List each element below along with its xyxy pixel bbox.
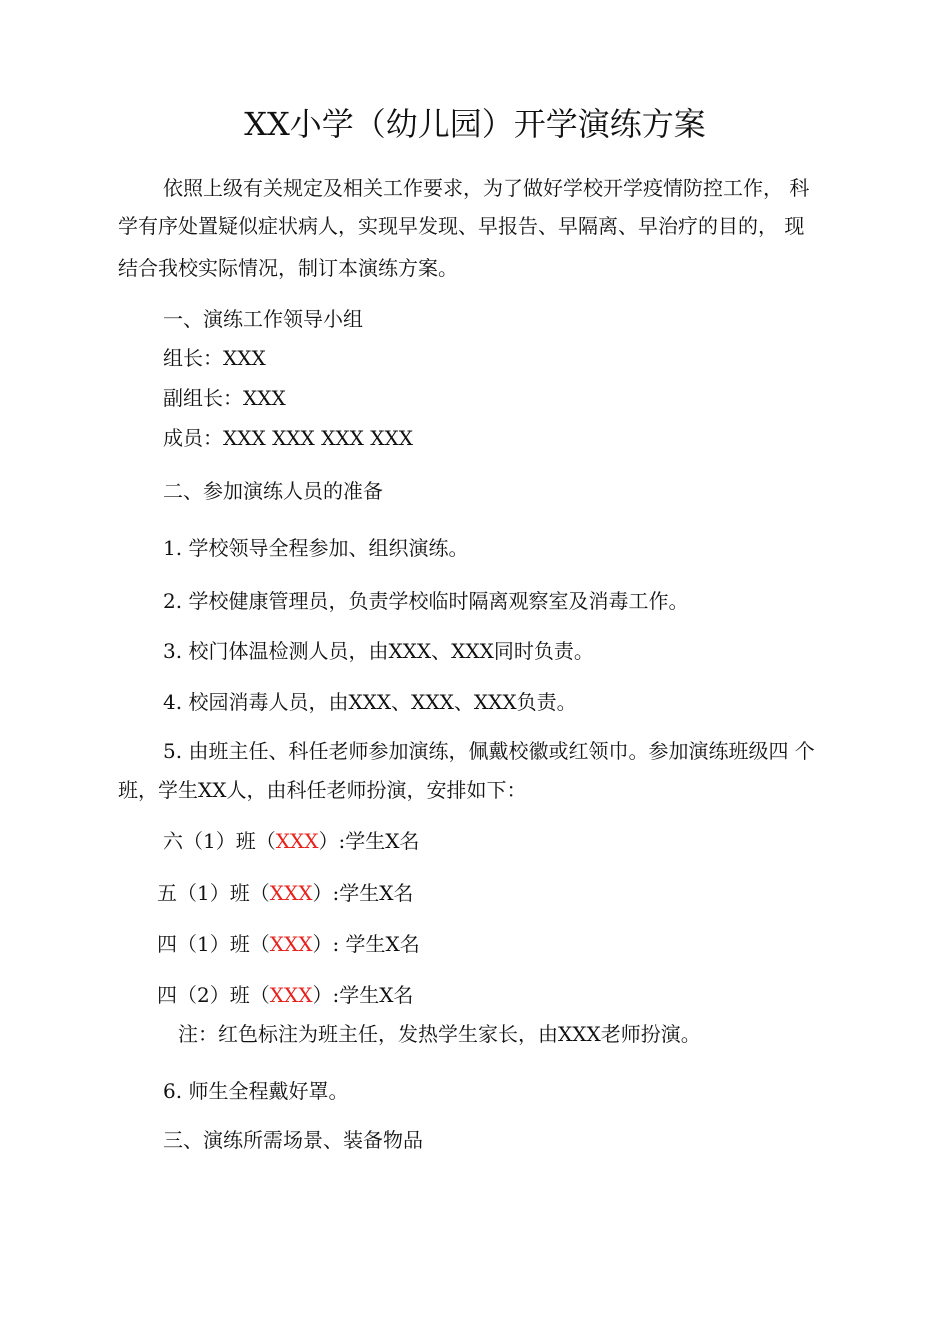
section1-heading: 一、演练工作领导小组: [163, 307, 363, 331]
prep-item-4: 4. 校园消毒人员，由XXX、XXX、XXX负责。: [163, 690, 577, 714]
note-line: 注：红色标注为班主任，发热学生家长，由XXX老师扮演。: [178, 1022, 701, 1046]
head-teacher-name: XXX: [269, 983, 313, 1007]
prep-item-2: 2. 学校健康管理员，负责学校临时隔离观察室及消毒工作。: [163, 589, 689, 613]
head-teacher-name: XXX: [275, 829, 319, 853]
class-students: ）: 学生X名: [312, 932, 420, 956]
section3-heading: 三、演练所需场景、装备物品: [163, 1128, 423, 1152]
section2-heading: 二、参加演练人员的准备: [163, 479, 383, 503]
class-name: 五（1）班（: [157, 881, 270, 905]
prep-item-1: 1. 学校领导全程参加、组织演练。: [163, 536, 469, 560]
prep-item-5-line-2: 班，学生XX人，由科任老师扮演，安排如下：: [118, 778, 527, 802]
class-name: 六（1）班（: [163, 829, 276, 853]
class-name: 四（2）班（: [157, 983, 270, 1007]
head-teacher-name: XXX: [269, 881, 313, 905]
intro-line-3: 结合我校实际情况，制订本演练方案。: [118, 256, 458, 280]
document-title: XX小学（幼儿园）开学演练方案: [244, 105, 706, 143]
class-students: ）:学生X名: [318, 829, 420, 853]
head-teacher-name: XXX: [269, 932, 313, 956]
prep-item-5-line-1: 5. 由班主任、科任老师参加演练，佩戴校徽或红领巾。参加演练班级四 个: [163, 739, 815, 763]
class-row: [157, 932, 420, 956]
class-students: ）:学生X名: [312, 983, 414, 1007]
class-students: ）:学生X名: [312, 881, 414, 905]
class-name: 四（1）班（: [157, 932, 270, 956]
class-row: [157, 881, 413, 905]
intro-line-2: 学有序处置疑似症状病人，实现早发现、早报告、早隔离、早治疗的目的， 现: [118, 214, 805, 238]
class-row: [157, 983, 413, 1007]
leader-line: 组长：XXX: [163, 346, 266, 370]
intro-line-1: 依照上级有关规定及相关工作要求，为了做好学校开学疫情防控工作， 科: [163, 176, 810, 200]
class-row: [163, 829, 419, 853]
members-line: 成员：XXX XXX XXX XXX: [163, 426, 413, 450]
prep-item-3: 3. 校门体温检测人员，由XXX、XXX同时负责。: [163, 639, 594, 663]
prep-item-6: 6. 师生全程戴好罩。: [163, 1079, 349, 1103]
deputy-leader-line: 副组长：XXX: [163, 386, 286, 410]
